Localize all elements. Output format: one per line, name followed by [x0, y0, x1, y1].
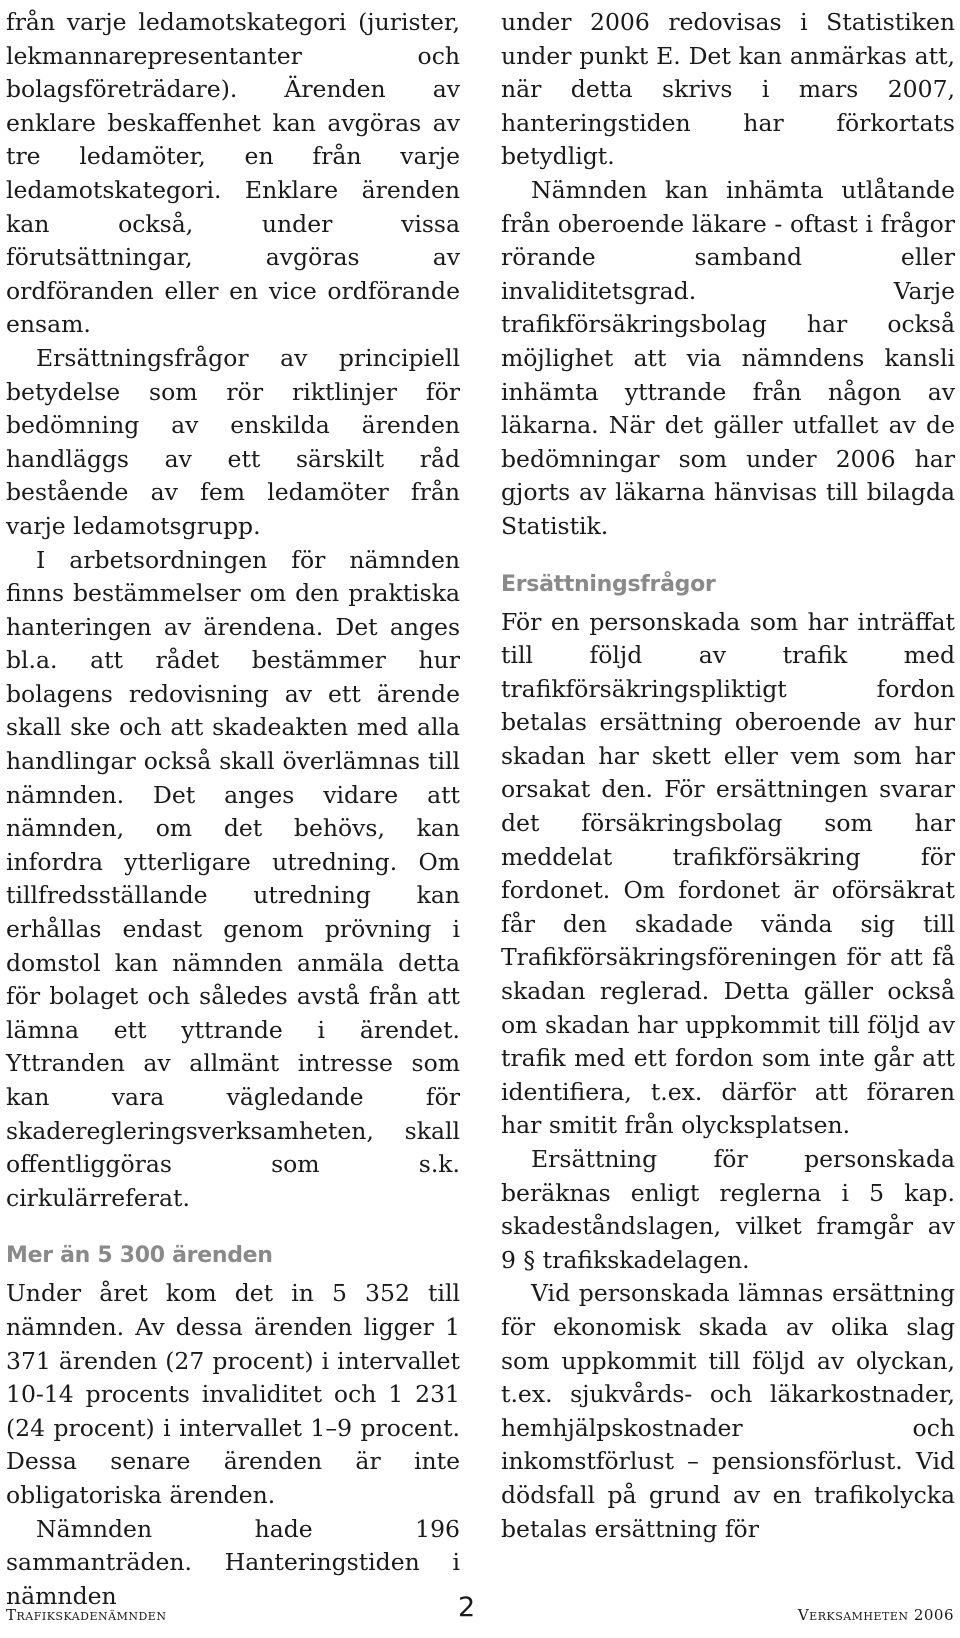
section-heading: Mer än 5 300 ärenden	[6, 1243, 273, 1269]
paragraph: Nämnden hade 196 sammanträden. Hanteringstiden i nämnden	[6, 1514, 460, 1610]
paragraph: från varje ledamotskategori (jurister, lekmannarepresentanter och bolagsföreträdare). Ärenden av enklare beskaffenhet kan avgöras av tre ledamöter, en från varje ledamotskategori. Enklare ärenden kan också, under vissa förutsättningar, avgöras av ordföranden eller en vice ordförande ensam.	[6, 8, 460, 339]
paragraph: Ersättning för personskada beräknas enligt reglerna i 5 kap. skadeståndslagen, vilket framgår av 9 § trafikskadelagen.	[501, 1145, 955, 1274]
paragraph: För en personskada som har inträffat till följd av trafik med trafikförsäkringspliktigt fordon betalas ersättning oberoende av hur skadan har skett eller vem som har orsakat den. För ersättningen svarar det försäkringsbolag som har meddelat trafikförsäkring för fordonet. Om fordonet är oförsäkrat får den skadade vända sig till Trafikförsäkringsföreningen för att få skadan reglerad. Detta gäller också om skadan har uppkommit till följd av trafik med ett fordon som inte går att identifiera, t.ex. därför att föraren har smitit från olycksplatsen.	[501, 607, 955, 1140]
left-column	[6, 6, 460, 1613]
right-column	[501, 6, 955, 1546]
section-heading: Ersättningsfrågor	[501, 571, 716, 597]
paragraph: Ersättningsfrågor av principiell betydelse som rör riktlinjer för bedömning av enskilda ärenden handläggs av ett särskilt råd bestående av fem ledamöter från varje ledamotsgrupp.	[6, 343, 460, 540]
paragraph: under 2006 redovisas i Statistiken under punkt E. Det kan anmärkas att, när detta skrivs i mars 2007, hanteringstiden har förkortats betydligt.	[501, 8, 955, 171]
paragraph: I arbetsordningen för nämnden finns bestämmelser om den praktiska hanteringen av ärendena. Det anges bl.a. att rådet bestämmer hur bolagens redovisning av ett ärende skall ske och att skadeakten med alla handlingar också skall överlämnas till nämnden. Det anges vidare att nämnden, om det behövs, kan infordra ytterligare utredning. Om tillfredsställande utredning kan erhållas endast genom prövning i domstol kan nämnden anmäla detta för bolaget och således avstå från att lämna ett yttrande i ärendet. Yttranden av allmänt intresse som kan vara vägledande för skaderegleringsverksamheten, skall offentliggöras som s.k. cirkulärreferat.	[6, 545, 460, 1212]
footer-report-title: Verksamheten 2006	[797, 1606, 954, 1624]
page-number: 2	[458, 1592, 476, 1623]
paragraph: Under året kom det in 5 352 till nämnden. Av dessa ärenden ligger 1 371 ärenden (27 procent) i intervallet 10-14 procents invaliditet och 1 231 (24 procent) i intervallet 1–9 procent. Dessa senare ärenden är inte obligatoriska ärenden.	[6, 1279, 460, 1509]
page-footer	[0, 1592, 960, 1632]
paragraph: Vid personskada lämnas ersättning för ekonomisk skada av olika slag som uppkommit till följd av olyckan, t.ex. sjukvårds- och läkarkostnader, hemhjälpskostnader och inkomstförlust – pensionsförlust. Vid dödsfall på grund av en trafikolycka betalas ersättning för	[501, 1279, 955, 1543]
footer-publisher: Trafikskadenämnden	[6, 1606, 167, 1624]
paragraph: Nämnden kan inhämta utlåtande från oberoende läkare - oftast i frågor rörande samband eller invaliditetsgrad. Varje trafikförsäkringsbolag har också möjlighet att via nämndens kansli inhämta yttrande från någon av läkarna. När det gäller utfallet av de bedömningar som under 2006 har gjorts av läkarna hänvisas till bilagda Statistik.	[501, 175, 955, 540]
